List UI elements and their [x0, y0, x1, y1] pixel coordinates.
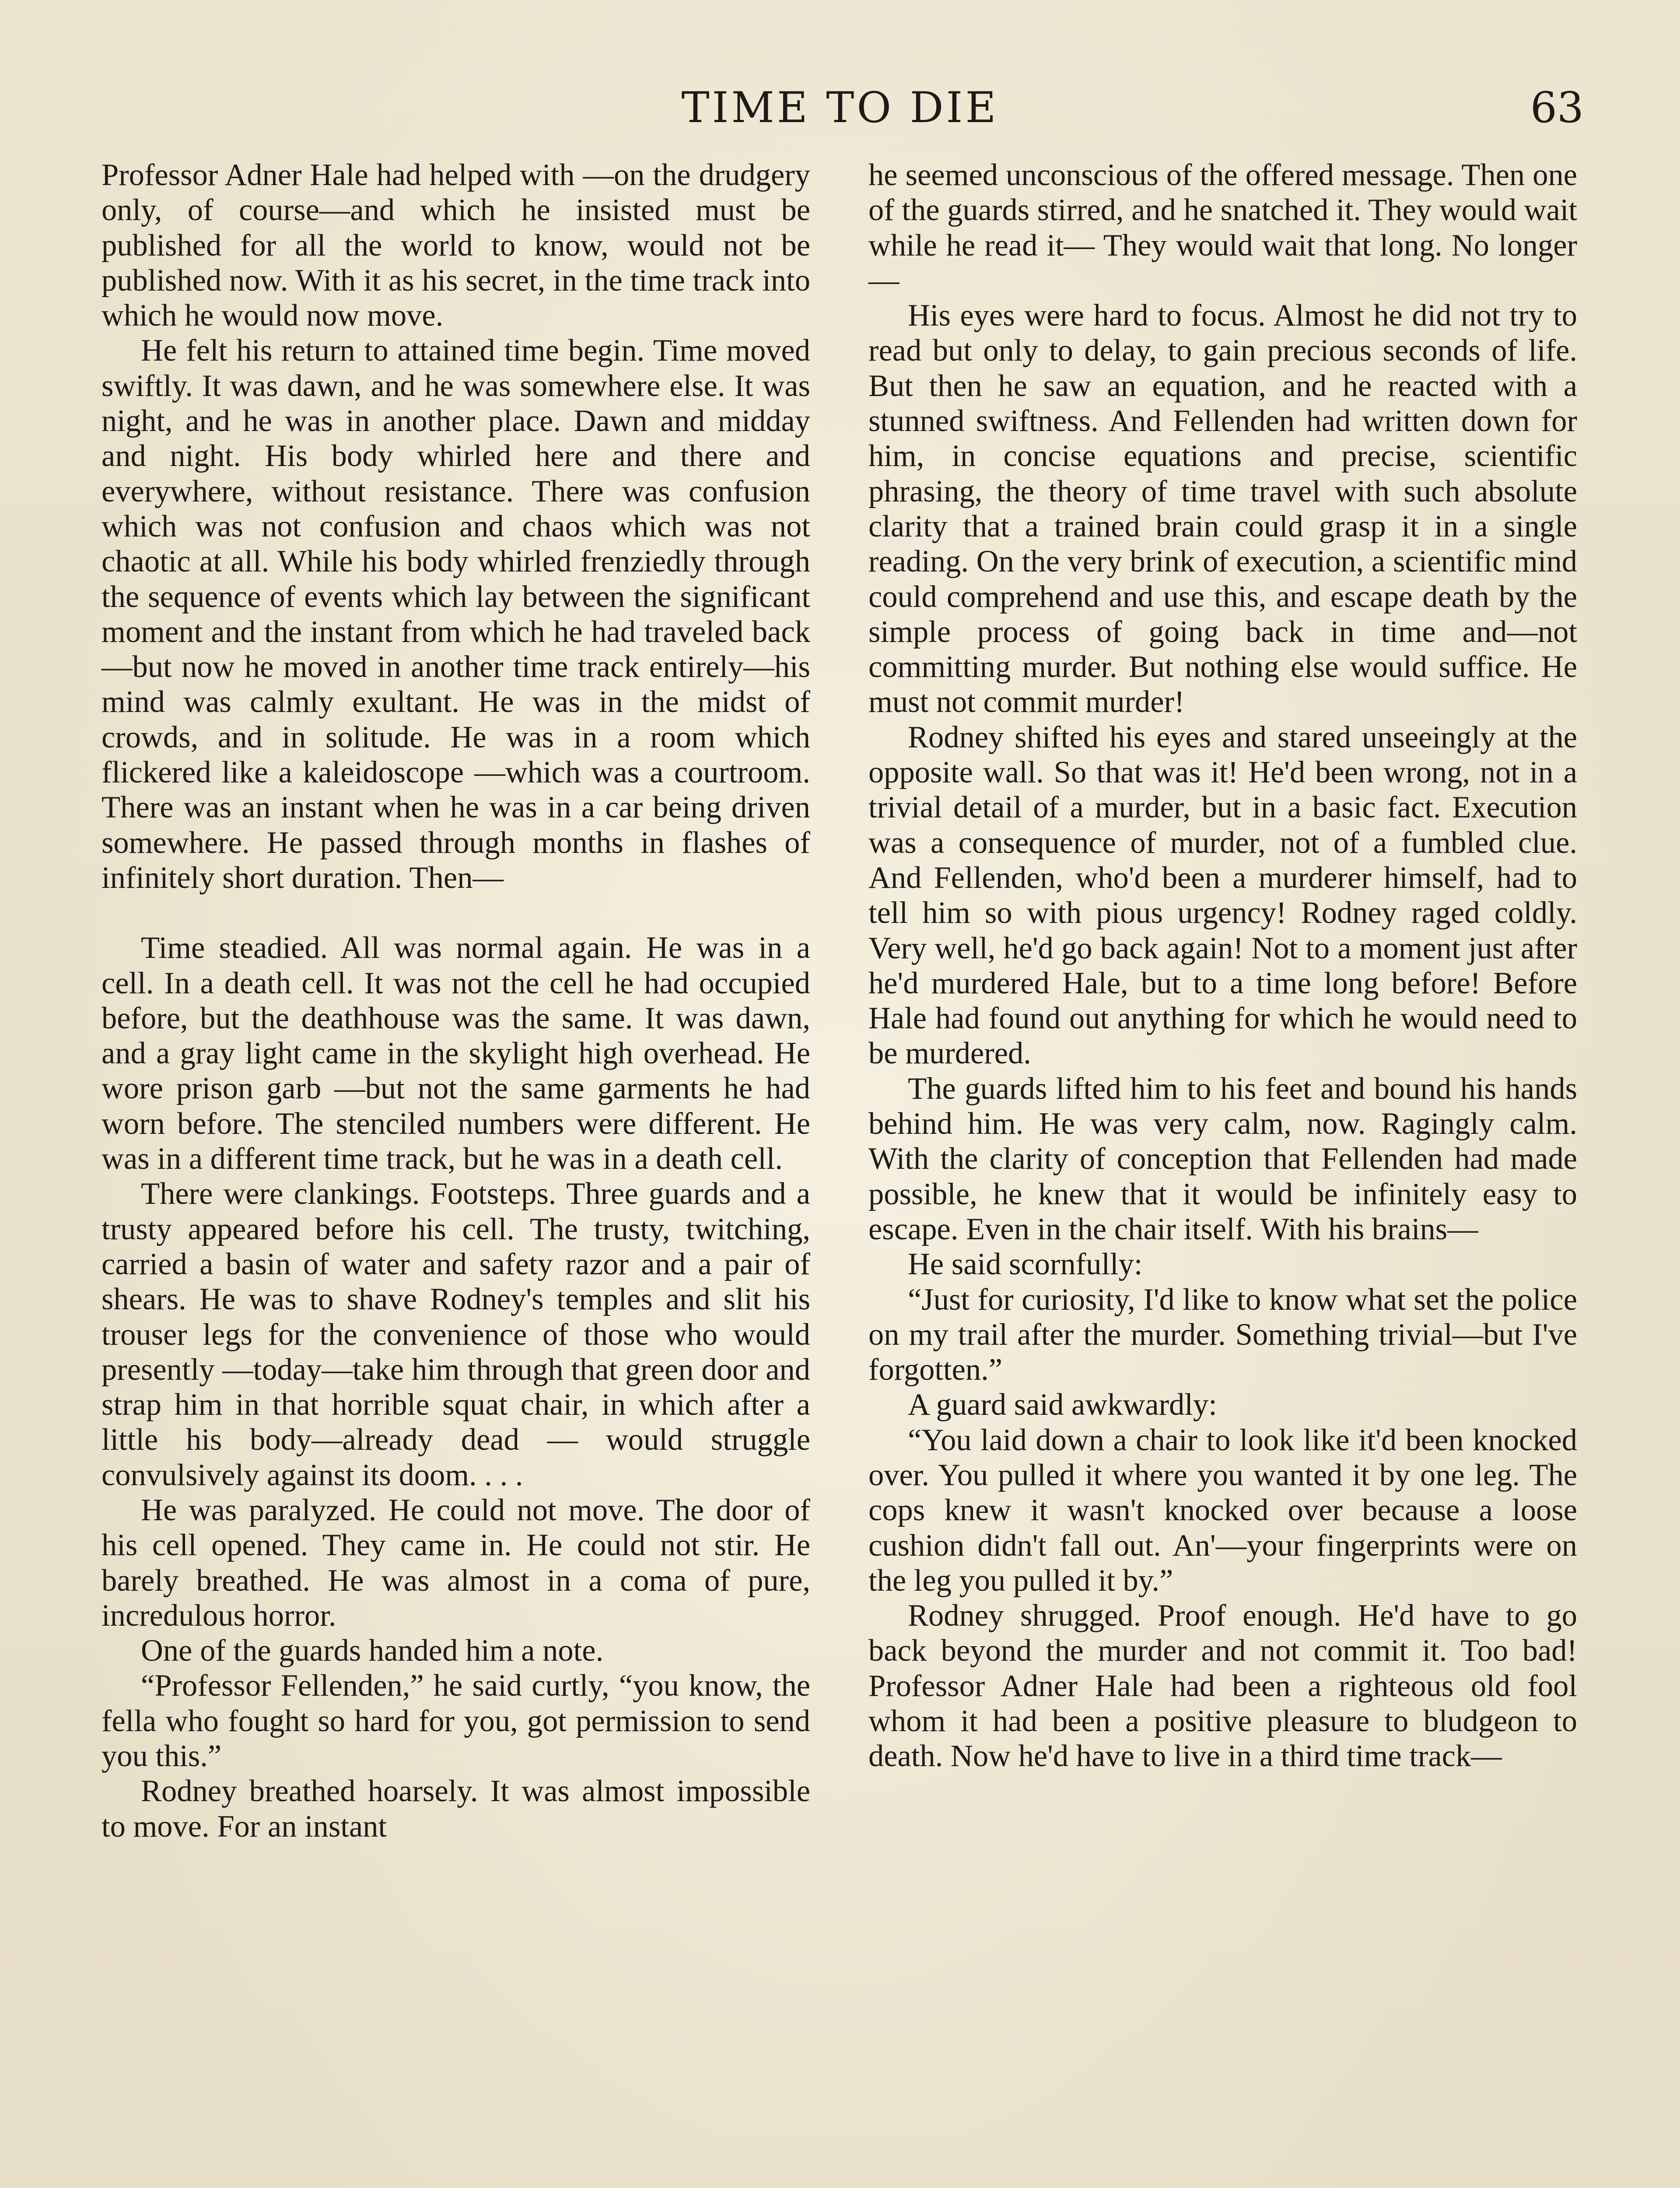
paragraph: He felt his return to attained time begin. Time moved swiftly. It was dawn, and he was somewhere else. It was night, and he was in another place. Dawn and midday and night. His body whirled here and there and everywhere, without resistance. There was confusion which was not confusion and chaos which was not chaotic at all. While his body whirled frenziedly through the sequence of events which lay between the significant moment and the instant from which he had traveled back—but now he moved in another time track entirely—his mind was calmly exultant. He was in the midst of crowds, and in solitude. He was in a room which flickered like a kaleidoscope —which was a courtroom. There was an instant when he was in a car being driven somewhere. He passed through months in flashes of infinitely short duration. Then—	[102, 333, 810, 895]
paragraph: “You laid down a chair to look like it'd been knocked over. You pulled it where you wanted it by one leg. The cops knew it wasn't knocked over because a loose cushion didn't fall out. An'—your fingerprints were on the leg you pulled it by.”	[868, 1423, 1577, 1598]
left-column	[102, 158, 810, 1844]
paragraph: He said scornfully:	[908, 1247, 1143, 1282]
paragraph: Professor Adner Hale had helped with —on the drudgery only, of course—and which he insisted must be published for all the world to know, would not be published now. With it as his secret, in the time track into which he would now move.	[102, 158, 810, 333]
paragraph: There were clankings. Footsteps. Three guards and a trusty appeared before his cell. The trusty, twitching, carried a basin of water and safety razor and a pair of shears. He was to shave Rodney's temples and slit his trouser legs for the convenience of those who would presently —today—take him through that green door and strap him in that horrible squat chair, in which after a little his body—already dead — would struggle convulsively against its doom. . . .	[102, 1177, 810, 1492]
paragraph: He was paralyzed. He could not move. The door of his cell opened. They came in. He could not stir. He barely breathed. He was almost in a coma of pure, incredulous horror.	[102, 1493, 810, 1633]
paragraph: A guard said awkwardly:	[908, 1388, 1217, 1422]
page-number: 63	[1530, 83, 1584, 132]
paragraph: “Just for curiosity, I'd like to know what set the police on my trail after the murder. Something trivial—but I've forgotten.”	[868, 1282, 1577, 1387]
paragraph: “Professor Fellenden,” he said curtly, “you know, the fella who fought so hard for you, got permission to send you this.”	[102, 1669, 810, 1774]
paragraph: His eyes were hard to focus. Almost he did not try to read but only to delay, to gain precious seconds of life. But then he saw an equation, and he reacted with a stunned swiftness. And Fellenden had written down for him, in concise equations and precise, scientific phrasing, the theory of time travel with such absolute clarity that a trained brain could grasp it in a single reading. On the very brink of execution, a scientific mind could comprehend and use this, and escape death by the simple process of going back in time and—not committing murder. But nothing else would suffice. He must not commit murder!	[868, 298, 1577, 719]
paragraph: The guards lifted him to his feet and bound his hands behind him. He was very calm, now. Ragingly calm. With the clarity of conception that Fellenden had made possible, he knew that it would be infinitely easy to escape. Even in the chair itself. With his brains—	[868, 1071, 1577, 1246]
paragraph: Rodney breathed hoarsely. It was almost impossible to move. For an instant	[102, 1774, 810, 1844]
running-title: TIME TO DIE	[681, 83, 999, 132]
paragraph: One of the guards handed him a note.	[141, 1634, 604, 1668]
paragraph: Rodney shrugged. Proof enough. He'd have to go back beyond the murder and not commit it. Too bad! Professor Adner Hale had been a righteous old fool whom it had been a positive pleasure to bludgeon to death. Now he'd have to live in a third time track—	[868, 1599, 1577, 1774]
paragraph: Rodney shifted his eyes and stared unseeingly at the opposite wall. So that was it! He'd been wrong, not in a trivial detail of a murder, but in a basic fact. Execution was a consequence of murder, not of a fumbled clue. And Fellenden, who'd been a murderer himself, had to tell him so with pious urgency! Rodney raged coldly. Very well, he'd go back again! Not to a moment just after he'd murdered Hale, but to a time long before! Before Hale had found out anything for which he would need to be murdered.	[868, 720, 1577, 1071]
page-header	[0, 83, 1680, 140]
right-column	[868, 158, 1577, 1774]
paragraph: Time steadied. All was normal again. He was in a cell. In a death cell. It was not the cell he had occupied before, but the deathhouse was the same. It was dawn, and a gray light came in the skylight high overhead. He wore prison garb —but not the same garments he had worn before. The stenciled numbers were different. He was in a different time track, but he was in a death cell.	[102, 931, 810, 1176]
paragraph: he seemed unconscious of the offered message. Then one of the guards stirred, and he snatched it. They would wait while he read it— They would wait that long. No longer—	[868, 158, 1577, 298]
